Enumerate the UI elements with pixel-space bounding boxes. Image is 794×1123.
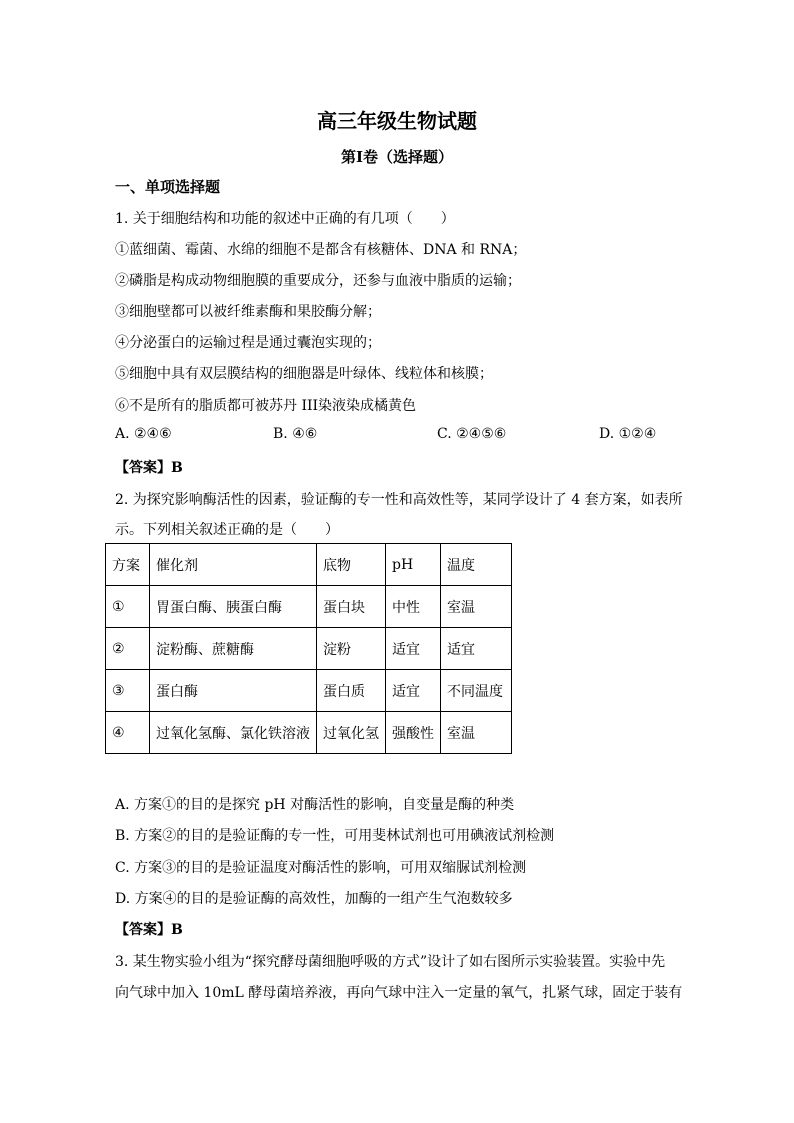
question-1-answer: 【答案】B xyxy=(115,460,183,476)
question-2-answer: 【答案】B xyxy=(115,922,183,938)
table-header-row xyxy=(106,544,512,586)
table-cell: 淀粉酶、蔗糖酶 xyxy=(150,628,317,670)
table-cell: ① xyxy=(106,586,150,628)
question-2-option-d: D. 方案④的目的是验证酶的高效性，加酶的一组产生气泡数较多 xyxy=(115,891,513,907)
table-row xyxy=(106,586,512,628)
table-cell: 蛋白质 xyxy=(317,670,386,712)
table-cell: 室温 xyxy=(441,586,512,628)
question-1-stem: 1. 关于细胞结构和功能的叙述中正确的有几项（ ） xyxy=(115,211,455,227)
question-3-stem: 向气球中加入 10mL 酵母菌培养液，再向气球中注入一定量的氧气，扎紧气球，固定于装有 xyxy=(115,985,683,1001)
question-1-item: ②磷脂是构成动物细胞膜的重要成分，还参与血液中脂质的运输； xyxy=(115,273,521,289)
table-header-cell: 方案 xyxy=(106,544,150,586)
table-cell: 不同温度 xyxy=(441,670,512,712)
table-row xyxy=(106,712,512,754)
experiment-table xyxy=(105,543,512,754)
table-header-cell: 底物 xyxy=(317,544,386,586)
table-cell: 胃蛋白酶、胰蛋白酶 xyxy=(150,586,317,628)
question-1-option-c: C. ②④⑤⑥ xyxy=(437,426,507,442)
table-cell: 适宜 xyxy=(441,628,512,670)
table-cell: 淀粉 xyxy=(317,628,386,670)
table-cell: 过氧化氢 xyxy=(317,712,386,754)
question-1-item: ⑤细胞中具有双层膜结构的细胞器是叶绿体、线粒体和核膜； xyxy=(115,366,493,382)
question-1-option-b: B. ④⑥ xyxy=(273,426,318,442)
table-cell: 室温 xyxy=(441,712,512,754)
table-cell: 过氧化氢酶、氯化铁溶液 xyxy=(150,712,317,754)
table-header-cell: 温度 xyxy=(441,544,512,586)
question-2-option-c: C. 方案③的目的是验证温度对酶活性的影响，可用双缩脲试剂检测 xyxy=(115,860,527,876)
section-heading: 一、单项选择题 xyxy=(115,178,221,196)
table-cell: ③ xyxy=(106,670,150,712)
question-1-item: ⑥不是所有的脂质都可被苏丹 III染液染成橘黄色 xyxy=(115,398,417,414)
question-2-stem: 2. 为探究影响酶活性的因素，验证酶的专一性和高效性等，某同学设计了 4 套方案，如表所 xyxy=(115,492,683,508)
question-1-item: ③细胞壁都可以被纤维素酶和果胶酶分解； xyxy=(115,304,381,320)
table-cell: 蛋白块 xyxy=(317,586,386,628)
page-title: 高三年级生物试题 xyxy=(317,109,477,133)
table-cell: 中性 xyxy=(386,586,441,628)
table-cell: ② xyxy=(106,628,150,670)
question-3-stem: 3. 某生物实验小组为“探究酵母菌细胞呼吸的方式”设计了如右图所示实验装置。实验中先 xyxy=(115,954,666,970)
question-2-stem: 示。下列相关叙述正确的是（ ） xyxy=(115,522,339,538)
table-cell: ④ xyxy=(106,712,150,754)
table-row xyxy=(106,670,512,712)
question-1-option-a: A. ②④⑥ xyxy=(115,426,172,442)
table-cell: 强酸性 xyxy=(386,712,441,754)
table-cell: 蛋白酶 xyxy=(150,670,317,712)
question-1-item: ④分泌蛋白的运输过程是通过囊泡实现的； xyxy=(115,335,381,351)
question-2-option-a: A. 方案①的目的是探究 pH 对酶活性的影响，自变量是酶的种类 xyxy=(115,797,515,813)
question-1-item: ①蓝细菌、霉菌、水绵的细胞不是都含有核糖体、DNA 和 RNA； xyxy=(115,242,527,258)
table-header-cell: pH xyxy=(386,544,441,586)
table-cell: 适宜 xyxy=(386,628,441,670)
page-subtitle: 第I卷（选择题） xyxy=(340,148,454,166)
question-1-option-d: D. ①②④ xyxy=(599,426,657,442)
table-header-cell: 催化剂 xyxy=(150,544,317,586)
table-row xyxy=(106,628,512,670)
question-2-option-b: B. 方案②的目的是验证酶的专一性，可用斐林试剂也可用碘液试剂检测 xyxy=(115,828,555,844)
table-cell: 适宜 xyxy=(386,670,441,712)
